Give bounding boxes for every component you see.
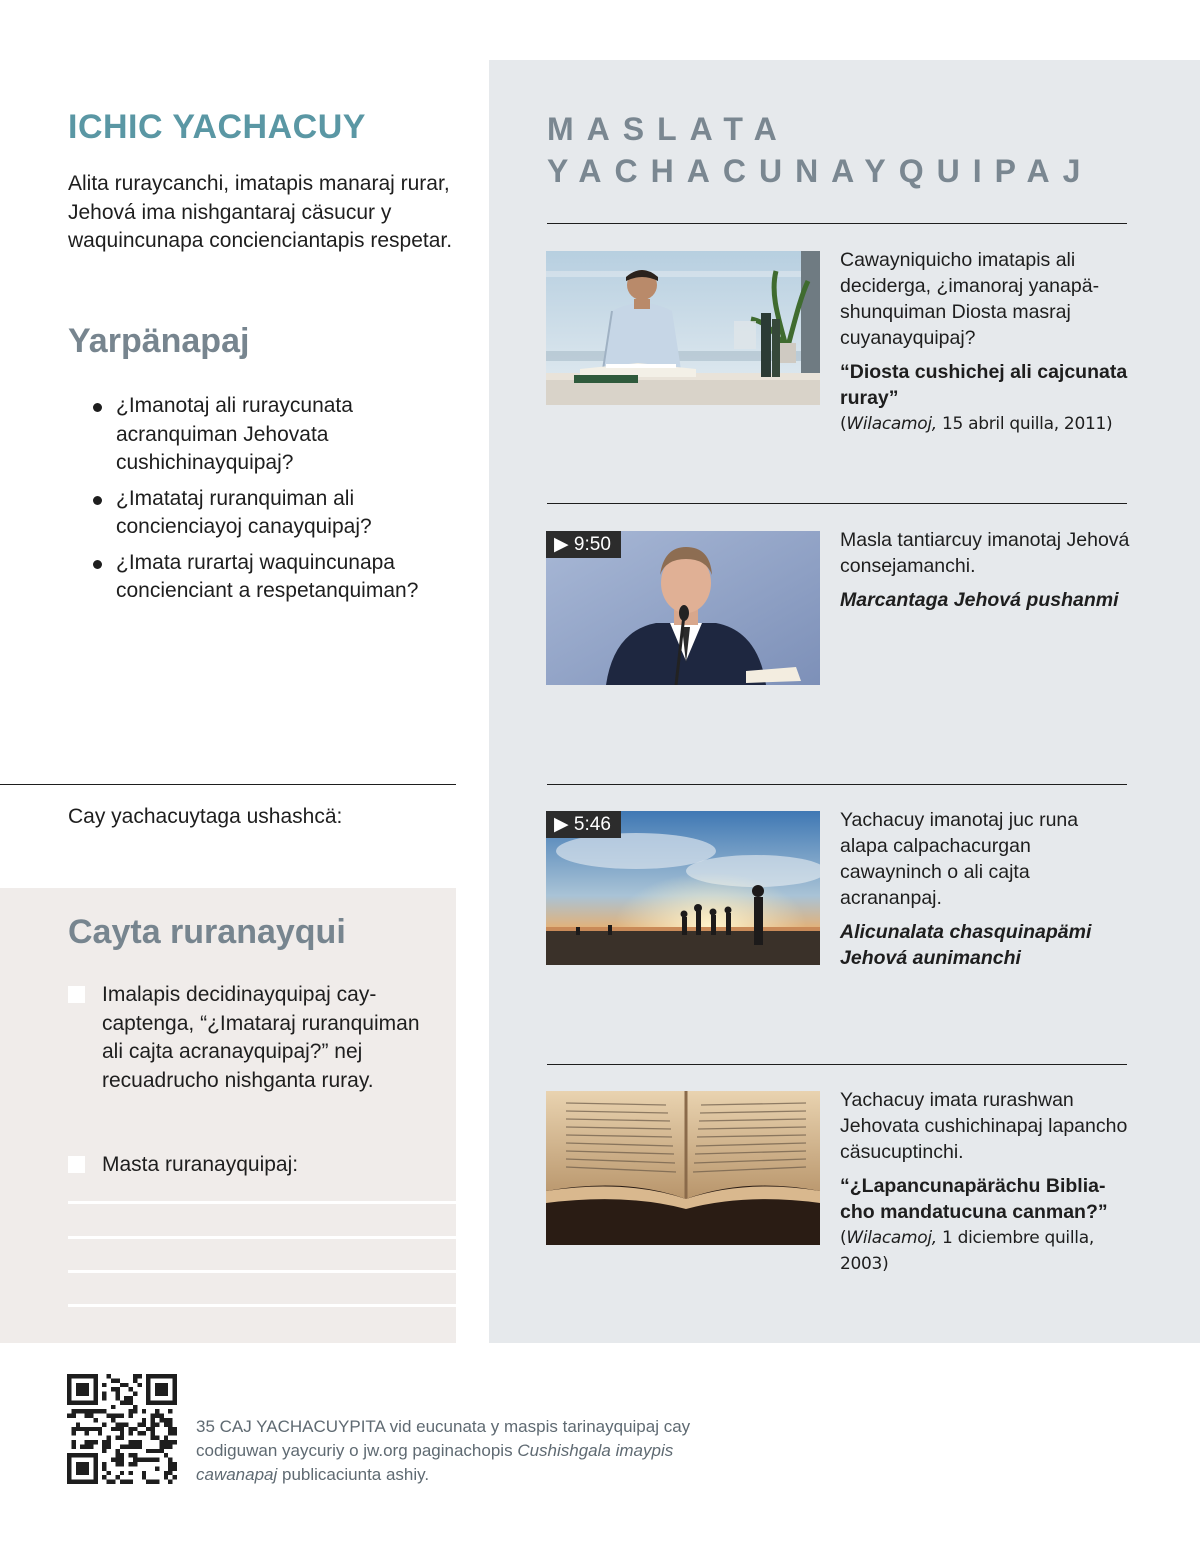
- summary-text: Alita ruraycanchi, imatapis manaraj rurar, Jehová ima nishgantaraj cäsucur y waquincunapa concienciantapis respetar.: [68, 172, 453, 252]
- related-item-4-text: [840, 1087, 1130, 1277]
- related-study-heading: MASLATA YACHACUNAYQUIPAJ: [547, 111, 1094, 189]
- citation: (Wilacamoj, 15 abril quilla, 2011): [840, 414, 1113, 434]
- item-description: Masla tantiarcuy imanotaj Jehová consejamanchi.: [840, 529, 1130, 577]
- article-link[interactable]: “Diosta cushichej ali cajcunata ruray”: [840, 361, 1128, 409]
- divider: [0, 784, 456, 785]
- item-description: Cawayniquicho imatapis ali deciderga, ¿imanoraj yanapäshunquiman Diosta masraj cuyanayquipaj?: [840, 249, 1100, 349]
- bullet-icon: [93, 403, 102, 412]
- video-thumbnail-sunset[interactable]: [546, 811, 820, 965]
- photo-man-studying[interactable]: [546, 251, 820, 405]
- review-questions: [90, 392, 460, 613]
- divider: [547, 223, 1127, 224]
- divider: [547, 784, 1127, 785]
- progress-note-label: Cay yachacuytaga ushashcä:: [68, 805, 343, 828]
- divider: [547, 1064, 1127, 1065]
- video-thumbnail-speaker[interactable]: [546, 531, 820, 685]
- footer-note: 35 CAJ YACHACUYPITA vid eucunata y maspis tarinayquipaj cay codiguwan yaycuriy o jw.org paginachopis Cushishgala imaypis cawanapaj publicaciunta ashiy.: [196, 1417, 691, 1484]
- list-item: ¿Imatataj ruranquiman ali concienciayoj canayquipaj?: [90, 485, 460, 542]
- play-icon: ▶: [554, 534, 569, 555]
- bullet-icon: [93, 496, 102, 505]
- citation: (Wilacamoj, 1 diciembre quilla, 2003): [840, 1228, 1094, 1274]
- list-item: ¿Imata rurartaj waquincunapa concienciant a respetanquiman?: [90, 549, 460, 606]
- goal-title: Cayta ruranayqui: [68, 913, 346, 951]
- task-checkbox[interactable]: [68, 1156, 85, 1173]
- video-duration-badge: ▶ 5:46: [546, 811, 621, 838]
- video-duration-badge: ▶ 9:50: [546, 531, 621, 558]
- related-item-2-text: [840, 527, 1130, 613]
- item-description: Yachacuy imata rurashwan Jehovata cushichinapaj lapancho cäsucuptinchi.: [840, 1089, 1128, 1163]
- writing-line[interactable]: [68, 1236, 456, 1239]
- writing-line[interactable]: [68, 1304, 456, 1307]
- video-link[interactable]: Alicunalata chasquinapämi Jehová aunimanchi: [840, 921, 1092, 969]
- divider: [547, 503, 1127, 504]
- qr-code-icon[interactable]: [67, 1374, 177, 1484]
- writing-line[interactable]: [68, 1270, 456, 1273]
- item-description: Yachacuy imanotaj juc runa alapa calpachacurgan cawayninch o ali cajta acrananpaj.: [840, 809, 1079, 909]
- summary-title: ICHIC YACHACUY: [68, 108, 366, 146]
- writing-line[interactable]: [68, 1201, 456, 1204]
- play-icon: ▶: [554, 814, 569, 835]
- related-item-1-text: [840, 247, 1130, 437]
- photo-open-bible[interactable]: [546, 1091, 820, 1245]
- goal-panel: [0, 888, 456, 1343]
- review-title: Yarpänapaj: [68, 322, 250, 360]
- task-checkbox[interactable]: [68, 986, 85, 1003]
- list-item: ¿Imanotaj ali ruraycunata acranquiman Jehovata cushichinayquipaj?: [90, 392, 460, 478]
- related-item-3-text: [840, 807, 1130, 971]
- task-text: Masta ruranayquipaj:: [102, 1153, 299, 1176]
- video-link[interactable]: Marcantaga Jehová pushanmi: [840, 589, 1119, 611]
- bullet-icon: [93, 560, 102, 569]
- article-link[interactable]: “¿Lapancunapärächu Bibliacho mandatucuna canman?”: [840, 1175, 1108, 1223]
- task-text: Imalapis decidinayquipaj caycaptenga, “¿Imataraj ruranquiman ali cajta acranayquipaj?” nej recuadrucho nishganta ruray.: [102, 983, 420, 1092]
